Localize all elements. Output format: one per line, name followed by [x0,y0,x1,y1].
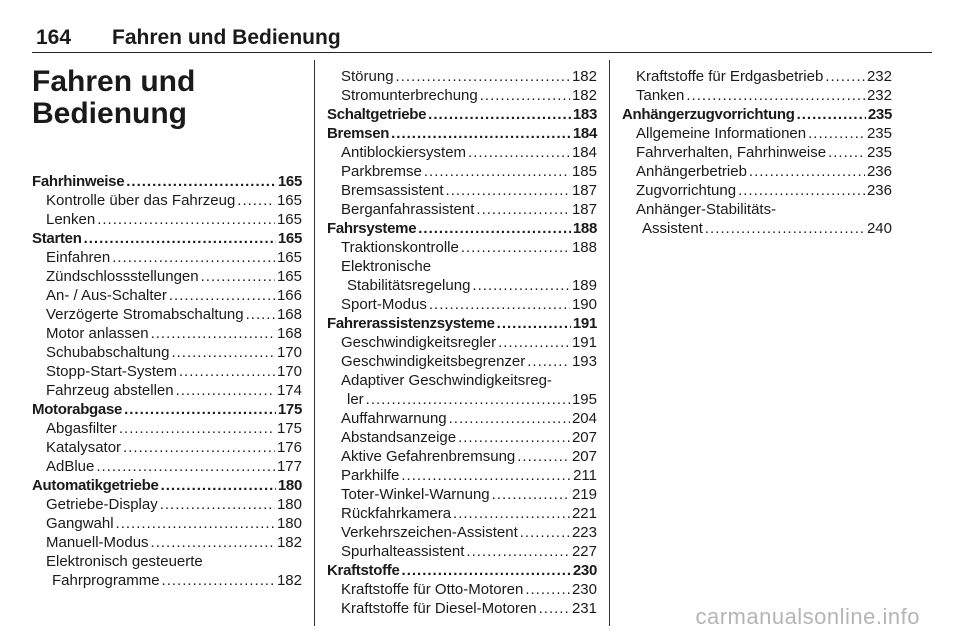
toc-entry[interactable] [327,580,597,599]
toc-entry[interactable] [327,257,597,276]
toc-entry[interactable] [327,333,597,352]
toc-entry[interactable] [622,105,892,124]
toc-entry[interactable] [327,238,597,257]
toc-page-number: 174 [276,382,302,399]
toc-leader-dots [401,466,571,485]
toc-entry-label: Auffahrwarnung [341,410,447,427]
toc-leader-dots [453,504,570,523]
toc-entry-label: Schubabschaltung [46,344,170,361]
toc-entry[interactable] [32,362,302,381]
toc-leader-dots [160,495,275,514]
toc-page-number: 168 [276,306,302,323]
toc-page-number: 182 [276,572,302,589]
toc-entry-label: Getriebe-Display [46,496,158,513]
toc-entry[interactable] [327,124,597,143]
toc-page-number: 176 [276,439,302,456]
toc-entry-label: Verkehrszeichen-Assistent [341,524,518,541]
toc-entry-label: Störung [341,68,394,85]
toc-page-number: 185 [571,163,597,180]
toc-entry-label: AdBlue [46,458,95,475]
toc-leader-dots [480,86,570,105]
toc-leader-dots [96,457,275,476]
toc-leader-dots [527,352,570,371]
watermark: carmanualsonline.info [695,604,920,629]
toc-entry[interactable] [327,295,597,314]
toc-entry[interactable] [327,523,597,542]
toc-page-number: 195 [571,391,597,408]
toc-entry-label: Fahrzeug abstellen [46,382,174,399]
toc-entry[interactable] [327,390,597,409]
toc-entry[interactable] [327,105,597,124]
running-title: Fahren und Bedienung [112,26,341,49]
toc-entry[interactable] [32,343,302,362]
toc-page-number: 211 [573,467,597,484]
toc-entry-label: Toter-Winkel-Warnung [341,486,490,503]
toc-page-number: 182 [571,68,597,85]
toc-leader-dots [428,105,571,124]
toc-entry[interactable] [32,229,302,248]
toc-page-number: 189 [571,277,597,294]
toc-entry-label: Stromunterbrechung [341,87,478,104]
column-divider [609,60,610,626]
toc-entry-label: Kraftstoffe [327,562,400,579]
toc-entry[interactable] [32,210,302,229]
toc-entry[interactable] [32,286,302,305]
toc-page-number: 180 [276,496,302,513]
toc-leader-dots [458,428,570,447]
toc-leader-dots [237,191,275,210]
toc-page-number: 188 [571,239,597,256]
toc-leader-dots [686,86,865,105]
toc-entry[interactable] [622,219,892,238]
toc-entry-label: Fahrhinweise [32,173,125,190]
toc-page-number: 235 [866,144,892,161]
toc-page-number: 165 [276,268,302,285]
toc-entry-label: Bremsassistent [341,182,444,199]
toc-leader-dots [446,181,570,200]
toc-entry-label: Traktionskontrolle [341,239,459,256]
toc-leader-dots [151,533,275,552]
toc-leader-dots [517,447,570,466]
toc-entry-label: Anhängerzugvorrichtung [622,106,795,123]
toc-entry[interactable] [327,181,597,200]
toc-entry[interactable] [327,67,597,86]
toc-page-number: 187 [571,201,597,218]
toc-entry[interactable] [327,352,597,371]
toc-page-number: 166 [276,287,302,304]
toc-entry-label: Kontrolle über das Fahrzeug [46,192,236,209]
toc-entry-label: Manuell-Modus [46,534,149,551]
toc-entry-label: Elektronisch gesteuerte [46,553,203,570]
toc-entry-label: ler [347,391,364,408]
toc-entry[interactable] [327,428,597,447]
toc-leader-dots [84,229,276,248]
toc-entry-label: Geschwindigkeitsregler [341,334,497,351]
toc-entry-label: Lenken [46,211,96,228]
toc-entry-label: Motor anlassen [46,325,149,342]
toc-entry[interactable] [32,248,302,267]
toc-entry[interactable] [32,533,302,552]
toc-leader-dots [497,314,571,333]
toc-entry[interactable] [327,409,597,428]
toc-entry-label: Zündschlossstellungen [46,268,199,285]
toc-entry[interactable] [32,324,302,343]
toc-entry[interactable] [327,143,597,162]
toc-entry-label: Bremsen [327,125,390,142]
toc-leader-dots [828,143,865,162]
toc-leader-dots [825,67,865,86]
toc-page-number: 191 [571,334,597,351]
toc-page-number: 165 [276,249,302,266]
toc-entry[interactable] [32,552,302,571]
toc-leader-dots [808,124,865,143]
toc-entry-label: Spurhalteassistent [341,543,465,560]
toc-entry-label: Tanken [636,87,685,104]
toc-entry[interactable] [622,181,892,200]
toc-page-number: 219 [571,486,597,503]
toc-page-number: 207 [571,429,597,446]
toc-entry[interactable] [32,476,302,495]
toc-page-number: 187 [571,182,597,199]
toc-leader-dots [525,580,570,599]
toc-entry-label: Starten [32,230,82,247]
toc-entry[interactable] [327,485,597,504]
toc-entry-label: Stabilitätsregelung [347,277,471,294]
toc-page-number: 204 [571,410,597,427]
toc-entry-label: Aktive Gefahrenbremsung [341,448,516,465]
toc-page-number: 236 [866,182,892,199]
toc-entry-label: Verzögerte Stromabschaltung [46,306,244,323]
toc-leader-dots [161,476,276,495]
toc-page-number: 180 [277,477,302,494]
toc-leader-dots [97,210,275,229]
toc-page-number: 182 [276,534,302,551]
toc-leader-dots [520,523,570,542]
toc-list [32,172,302,590]
toc-page-number: 175 [277,401,302,418]
toc-leader-dots [116,514,275,533]
toc-entry[interactable] [622,162,892,181]
toc-entry[interactable] [32,419,302,438]
toc-leader-dots [151,324,275,343]
toc-entry-label: Berganfahrassistent [341,201,475,218]
toc-entry-label: An- / Aus-Schalter [46,287,167,304]
toc-page-number: 190 [571,296,597,313]
page-header [32,16,932,53]
toc-entry-label: Kraftstoffe für Diesel-Motoren [341,600,537,617]
toc-entry-label: Fahrerassistenzsysteme [327,315,495,332]
toc-page-number: 165 [277,173,302,190]
toc-entry[interactable] [32,381,302,400]
toc-entry[interactable] [32,438,302,457]
toc-entry-label: Zugvorrichtung [636,182,737,199]
toc-leader-dots [472,276,570,295]
toc-leader-dots [112,248,275,267]
toc-entry-label: Anhänger-Stabilitäts- [636,201,777,218]
toc-entry[interactable] [32,191,302,210]
toc-entry[interactable] [327,561,597,580]
toc-leader-dots [738,181,865,200]
toc-entry-label: Adaptiver Geschwindigkeitsreg- [341,372,552,389]
toc-page-number: 235 [866,125,892,142]
toc-leader-dots [126,172,276,191]
toc-page-number: 165 [276,192,302,209]
toc-page-number: 183 [572,106,597,123]
toc-leader-dots [366,390,570,409]
toc-entry-label: Automatikgetriebe [32,477,159,494]
toc-page-number: 180 [276,515,302,532]
toc-page-number: 230 [571,581,597,598]
toc-leader-dots [124,400,276,419]
toc-entry[interactable] [327,371,597,390]
toc-leader-dots [119,419,275,438]
toc-entry-label: Assistent [642,220,703,237]
toc-leader-dots [429,295,570,314]
toc-entry-label: Geschwindigkeitsbegrenzer [341,353,526,370]
toc-page-number: 221 [571,505,597,522]
toc-entry[interactable] [32,457,302,476]
toc-leader-dots [246,305,275,324]
toc-entry-label: Abgasfilter [46,420,117,437]
toc-page-number: 184 [572,125,597,142]
toc-entry-label: Kraftstoffe für Erdgasbetrieb [636,68,824,85]
toc-leader-dots [179,362,275,381]
toc-leader-dots [391,124,571,143]
toc-page-number: 227 [571,543,597,560]
toc-entry[interactable] [622,200,892,219]
toc-entry[interactable] [32,400,302,419]
toc-page-number: 230 [572,562,597,579]
toc-leader-dots [705,219,865,238]
toc-entry[interactable] [327,542,597,561]
toc-leader-dots [468,143,570,162]
toc-page-number: 170 [276,344,302,361]
toc-page-number: 175 [276,420,302,437]
toc-entry-label: Elektronische [341,258,432,275]
toc-entry[interactable] [327,599,597,618]
toc-entry-label: Kraftstoffe für Otto-Motoren [341,581,524,598]
toc-page-number: 168 [276,325,302,342]
toc-entry[interactable] [32,495,302,514]
toc-entry-label: Katalysator [46,439,122,456]
toc-entry[interactable] [622,143,892,162]
toc-entry[interactable] [327,200,597,219]
toc-entry-label: Sport-Modus [341,296,427,313]
toc-page-number: 165 [276,211,302,228]
toc-entry-label: Fahrverhalten, Fahrhinweise [636,144,827,161]
toc-entry-label: Fahrprogramme [52,572,160,589]
toc-entry-label: Fahrsysteme [327,220,417,237]
toc-entry-label: Anhängerbetrieb [636,163,747,180]
toc-leader-dots [396,67,570,86]
toc-leader-dots [797,105,866,124]
toc-entry[interactable] [327,504,597,523]
toc-entry[interactable] [327,447,597,466]
toc-entry[interactable] [327,276,597,295]
toc-page-number: 240 [866,220,892,237]
column-divider [314,60,315,626]
toc-page-number: 232 [866,68,892,85]
toc-page-number: 231 [571,600,597,617]
toc-leader-dots [171,343,275,362]
toc-entry[interactable] [327,314,597,333]
toc-leader-dots [176,381,275,400]
toc-page-number: 177 [276,458,302,475]
toc-leader-dots [461,238,570,257]
toc-page-number: 184 [571,144,597,161]
toc-page-number: 191 [572,315,597,332]
page-number: 164 [36,26,72,49]
toc-list [327,67,597,618]
toc-page-number: 193 [571,353,597,370]
toc-leader-dots [162,571,275,590]
toc-leader-dots [449,409,570,428]
toc-entry-label: Schaltgetriebe [327,106,427,123]
toc-page-number: 236 [866,163,892,180]
toc-entry[interactable] [32,172,302,191]
toc-leader-dots [402,561,571,580]
toc-page-number: 235 [867,106,892,123]
toc-entry-label: Einfahren [46,249,111,266]
toc-entry-label: Parkhilfe [341,467,400,484]
toc-page-number: 188 [572,220,597,237]
toc-leader-dots [418,219,571,238]
toc-leader-dots [492,485,570,504]
toc-page-number: 223 [571,524,597,541]
toc-entry[interactable] [327,219,597,238]
toc-page-number: 165 [277,230,302,247]
toc-entry[interactable] [32,267,302,286]
toc-leader-dots [123,438,275,457]
toc-entry[interactable] [622,86,892,105]
toc-leader-dots [476,200,570,219]
chapter-title: Fahren und Bedienung [32,65,196,130]
toc-entry[interactable] [327,466,597,485]
toc-entry-label: Allgemeine Informationen [636,125,807,142]
toc-entry-label: Abstandsanzeige [341,429,457,446]
toc-leader-dots [749,162,865,181]
toc-entry-label: Antiblockiersystem [341,144,467,161]
toc-page-number: 232 [866,87,892,104]
toc-leader-dots [466,542,570,561]
toc-entry[interactable] [32,514,302,533]
toc-list [622,67,892,238]
toc-leader-dots [498,333,570,352]
toc-page-number: 170 [276,363,302,380]
toc-page-number: 207 [571,448,597,465]
toc-page-number: 182 [571,87,597,104]
toc-entry[interactable] [327,86,597,105]
toc-leader-dots [424,162,570,181]
toc-entry-label: Rückfahrkamera [341,505,452,522]
toc-entry-label: Stopp-Start-System [46,363,177,380]
toc-leader-dots [201,267,275,286]
toc-leader-dots [169,286,275,305]
toc-entry-label: Parkbremse [341,163,422,180]
toc-entry[interactable] [622,124,892,143]
toc-entry-label: Gangwahl [46,515,114,532]
toc-entry[interactable] [327,162,597,181]
toc-entry-label: Motorabgase [32,401,123,418]
toc-entry[interactable] [622,67,892,86]
toc-leader-dots [539,599,570,618]
toc-entry[interactable] [32,305,302,324]
toc-entry[interactable] [32,571,302,590]
